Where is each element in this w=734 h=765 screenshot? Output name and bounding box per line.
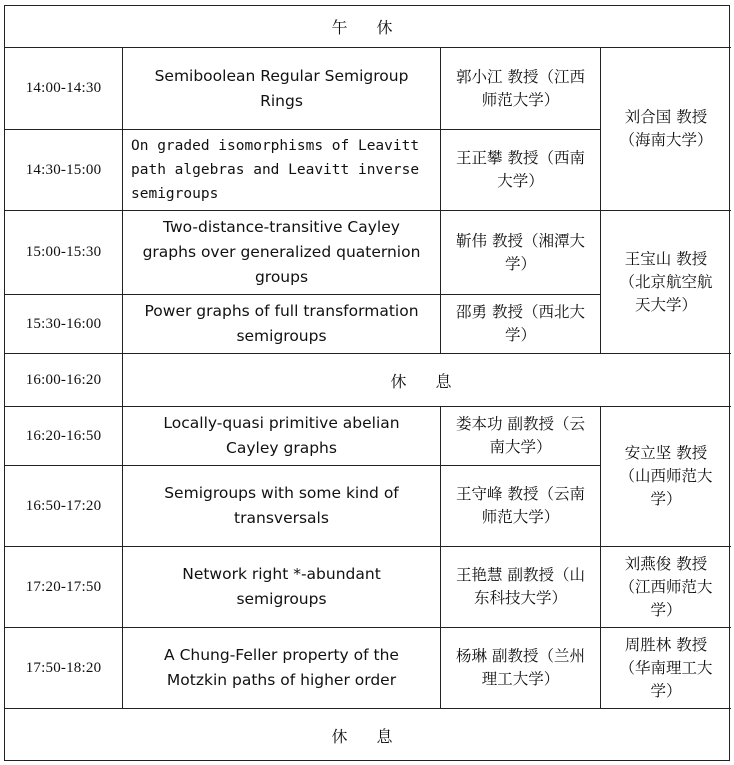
- speaker: 王守峰 教授（云南师范大学）: [441, 466, 601, 547]
- time-slot: 17:50-18:20: [5, 628, 123, 709]
- time-slot: 17:20-17:50: [5, 547, 123, 628]
- time-slot: 14:30-15:00: [5, 130, 123, 211]
- time-slot: 16:50-17:20: [5, 466, 123, 547]
- talk-title: Locally-quasi primitive abelian Cayley graphs: [123, 407, 441, 466]
- speaker: 郭小江 教授（江西师范大学）: [441, 48, 601, 130]
- time-slot: 14:00-14:30: [5, 48, 123, 130]
- time-slot: 16:20-16:50: [5, 407, 123, 466]
- session-chair: 安立坚 教授（山西师范大学）: [601, 407, 731, 547]
- rest-break-row: 休 息: [331, 727, 405, 746]
- talk-title: Semiboolean Regular Semigroup Rings: [123, 48, 441, 130]
- talk-title: A Chung-Feller property of the Motzkin paths of higher order: [123, 628, 441, 709]
- talk-title: On graded isomorphisms of Leavitt path algebras and Leavitt inverse semigroups: [123, 130, 441, 211]
- speaker: 邵勇 教授（西北大学）: [441, 295, 601, 354]
- time-slot: 16:00-16:20: [5, 354, 123, 407]
- session-chair: 刘合国 教授（海南大学）: [601, 48, 731, 211]
- talk-title: Network right *-abundant semigroups: [123, 547, 441, 628]
- talk-title: Two-distance-transitive Cayley graphs over generalized quaternion groups: [123, 211, 441, 295]
- talk-title: Semigroups with some kind of transversals: [123, 466, 441, 547]
- speaker: 娄本功 副教授（云南大学）: [441, 407, 601, 466]
- time-slot: 15:00-15:30: [5, 211, 123, 295]
- speaker: 王艳慧 副教授（山东科技大学）: [441, 547, 601, 628]
- rest-break-row: 休 息: [123, 354, 731, 407]
- lunch-break-row: 午 休: [5, 6, 731, 48]
- speaker: 靳伟 教授（湘潭大学）: [441, 211, 601, 295]
- schedule-table: [4, 5, 730, 761]
- speaker: 王正攀 教授（西南大学）: [441, 130, 601, 211]
- talk-title: Power graphs of full transformation semigroups: [123, 295, 441, 354]
- time-slot: 15:30-16:00: [5, 295, 123, 354]
- session-chair: 王宝山 教授（北京航空航天大学）: [601, 211, 731, 354]
- session-chair: 周胜林 教授（华南理工大学）: [601, 628, 731, 709]
- speaker: 杨琳 副教授（兰州理工大学）: [441, 628, 601, 709]
- session-chair: 刘燕俊 教授（江西师范大学）: [601, 547, 731, 628]
